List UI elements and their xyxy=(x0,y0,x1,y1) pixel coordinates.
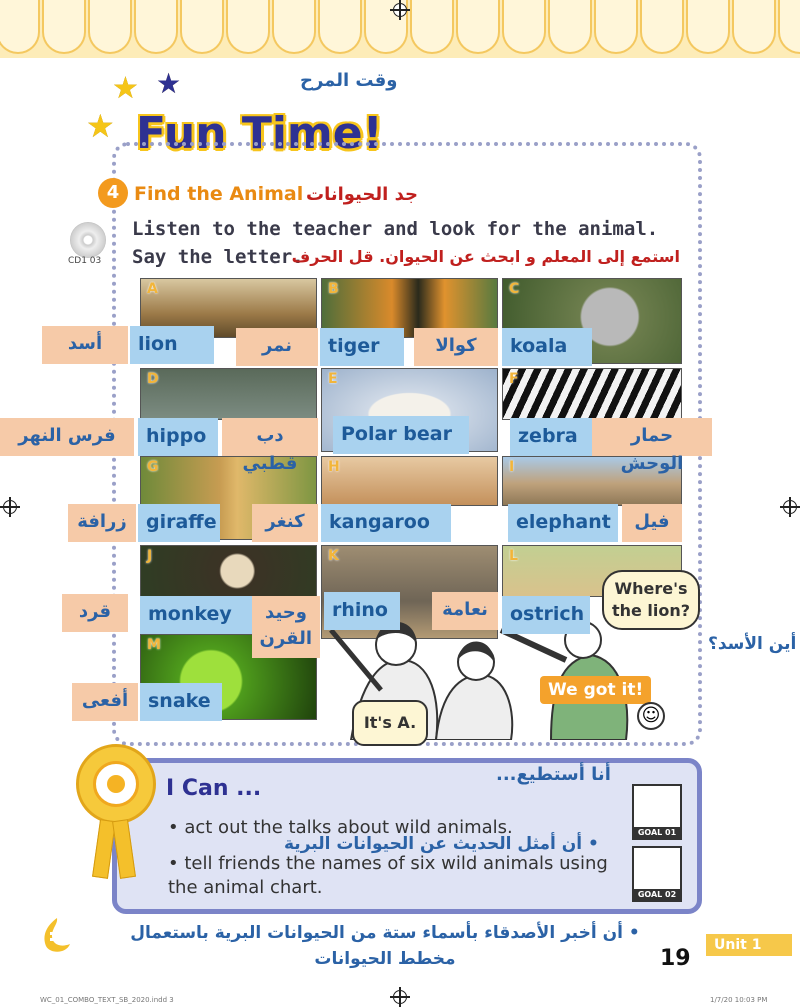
scallop-arch xyxy=(272,0,316,54)
label-polar-bear: Polar bear xyxy=(333,416,469,454)
smiley-icon: ☺ xyxy=(637,702,665,730)
title-arabic: وقت المرح xyxy=(300,70,398,91)
i-can-title-arabic: أنا أستطيع... xyxy=(496,764,611,785)
registration-mark-icon xyxy=(3,500,17,514)
i-can-item-2: • tell friends the names of six wild animals using the animal chart. xyxy=(168,853,608,898)
instruction-line-1: Listen to the teacher and look for the animal. xyxy=(132,218,659,240)
i-can-item-1: • act out the talks about wild animals. xyxy=(168,817,513,838)
star-icon: ★ xyxy=(156,67,182,100)
label-lion: lion xyxy=(130,326,214,364)
file-info: WC_01_COMBO_TEXT_SB_2020.indd 3 xyxy=(40,996,174,1004)
label-zebra: zebra xyxy=(510,418,592,456)
photo-rhino: K xyxy=(321,545,498,639)
scallop-arch xyxy=(410,0,454,54)
photo-monkey: J xyxy=(140,545,317,597)
photo-elephant: I xyxy=(502,456,682,506)
rosette-badge-icon xyxy=(76,744,156,824)
scallop-arch xyxy=(502,0,546,54)
activity-number: 4 xyxy=(98,178,128,208)
unit-tab: Unit 1 xyxy=(706,934,792,956)
print-date: 1/7/20 10:03 PM xyxy=(710,996,768,1004)
speech-where-arabic: أين الأسد؟ xyxy=(708,634,797,654)
label-monkey: monkey xyxy=(140,596,252,634)
scallop-arch xyxy=(88,0,132,54)
page-number: 19 xyxy=(660,946,691,971)
instruction-line-2: Say the letter. xyxy=(132,246,304,268)
label-ar-koala: كوالا xyxy=(414,328,498,366)
registration-mark-icon xyxy=(783,500,797,514)
page-title: Fun Time! xyxy=(136,108,383,159)
label-ar-monkey: قرد xyxy=(62,594,128,632)
label-ar-kangaroo: كنغر xyxy=(252,504,318,542)
speech-bubble-its-a: It's A. xyxy=(352,700,428,746)
photo-kangaroo: H xyxy=(321,456,498,506)
scallop-arch xyxy=(318,0,362,54)
label-elephant: elephant xyxy=(508,504,618,542)
label-giraffe: giraffe xyxy=(138,504,220,542)
i-can-item-1-arabic: • أن أمثل الحديث عن الحيوانات البرية xyxy=(284,834,599,854)
label-ar-elephant: فيل xyxy=(622,504,682,542)
label-ostrich: ostrich xyxy=(502,596,590,634)
scallop-arch xyxy=(778,0,800,54)
speech-bubble-where: Where's the lion? xyxy=(602,570,700,630)
cd-track-label: CD1 03 xyxy=(68,256,102,266)
activity-heading: Find the Animal xyxy=(134,183,304,205)
i-can-title: I Can ... xyxy=(166,776,262,801)
photo-hippo: D xyxy=(140,368,317,420)
scallop-arch xyxy=(226,0,270,54)
scallop-arch xyxy=(732,0,776,54)
cd-icon[interactable] xyxy=(70,222,106,258)
i-can-item-2-arabic: • أن أخبر الأصدقاء بأسماء ستة من الحيوانات البرية باستعمال مخطط الحيوانات xyxy=(130,923,640,969)
label-rhino: rhino xyxy=(324,592,400,630)
label-ar-zebra: حمار الوحش xyxy=(592,418,712,456)
goal-01-checkbox[interactable]: GOAL 01 xyxy=(632,784,682,840)
scallop-arch xyxy=(640,0,684,54)
star-icon: ★ xyxy=(86,107,115,145)
registration-mark-icon xyxy=(393,990,407,1004)
instruction-arabic: استمع إلى المعلم و ابحث عن الحيوان. قل الحرف xyxy=(291,247,680,266)
scallop-arch xyxy=(456,0,500,54)
label-ar-lion: أسد xyxy=(42,326,128,364)
scallop-arch xyxy=(686,0,730,54)
star-icon: ★ xyxy=(112,71,139,106)
photo-zebra: F xyxy=(502,368,682,420)
label-snake: snake xyxy=(140,683,222,721)
label-ar-tiger: نمر xyxy=(236,328,318,366)
photo-koala: C xyxy=(502,278,682,364)
label-ar-snake: أفعى xyxy=(72,683,138,721)
publisher-logo-icon xyxy=(40,916,74,956)
label-hippo: hippo xyxy=(138,418,218,456)
registration-mark-icon xyxy=(393,3,407,17)
photo-tiger: B xyxy=(321,278,498,338)
label-kangaroo: kangaroo xyxy=(321,504,451,542)
photo-polar-bear: E xyxy=(321,368,498,452)
scallop-arch xyxy=(42,0,86,54)
label-koala: koala xyxy=(502,328,592,366)
goal-02-checkbox[interactable]: GOAL 02 xyxy=(632,846,682,902)
label-ar-polar-bear: دب قطبي xyxy=(222,418,318,456)
label-ar-ostrich: نعامة xyxy=(432,592,498,630)
label-tiger: tiger xyxy=(320,328,404,366)
scallop-arch xyxy=(134,0,178,54)
scallop-arch xyxy=(594,0,638,54)
speech-we-got-it: We got it! xyxy=(540,676,651,704)
label-ar-giraffe: زرافة xyxy=(68,504,136,542)
photo-giraffe: G xyxy=(140,456,317,540)
scallop-arch xyxy=(180,0,224,54)
scallop-arch xyxy=(0,0,40,54)
label-ar-rhino: وحيد القرن xyxy=(252,596,320,658)
photo-lion: A xyxy=(140,278,317,338)
photo-snake: M xyxy=(140,634,317,720)
photo-ostrich: L xyxy=(502,545,682,597)
label-ar-hippo: فرس النهر xyxy=(0,418,134,456)
activity-heading-arabic: جد الحيوانات xyxy=(306,184,418,205)
scallop-arch xyxy=(548,0,592,54)
